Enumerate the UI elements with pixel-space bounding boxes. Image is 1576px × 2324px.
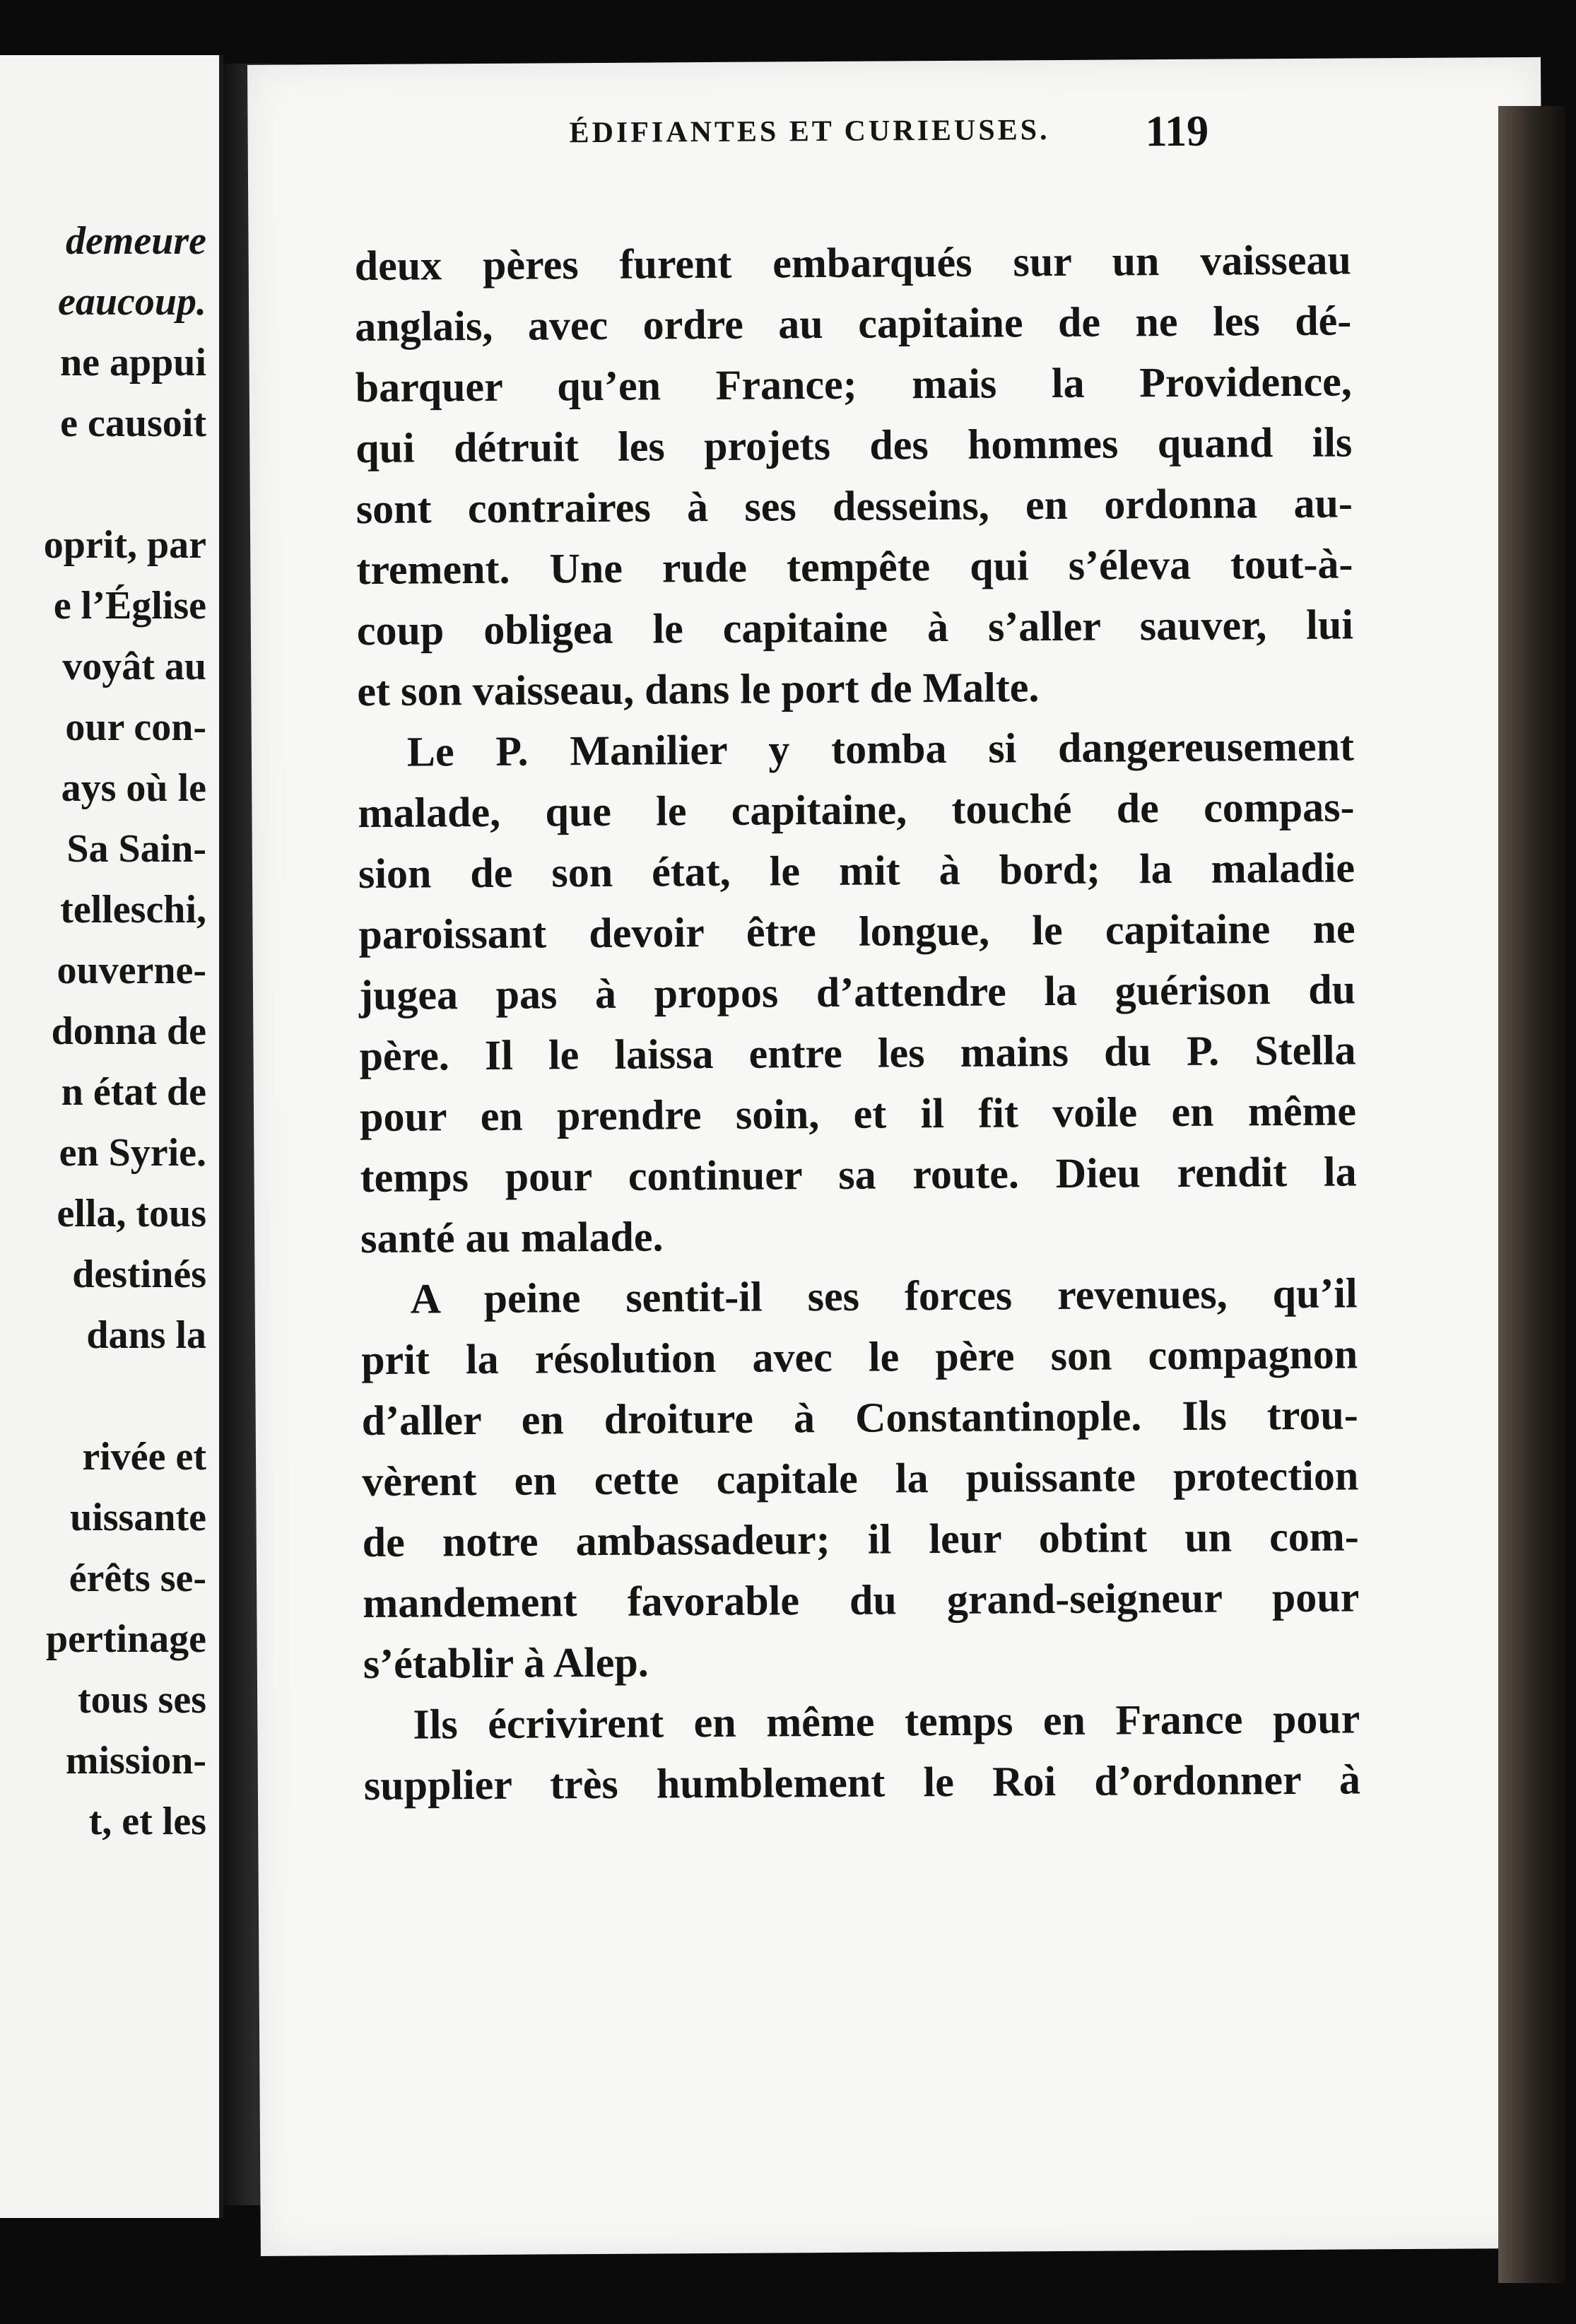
- text-line: deux pères furent embarqués sur un vaisseau: [354, 236, 1351, 290]
- right-page: [247, 57, 1554, 2256]
- running-head: ÉDIFIANTES ET CURIEUSES.: [569, 114, 1050, 150]
- text-line: sont contraires à ses desseins, en ordonna au-: [355, 479, 1353, 533]
- text-line: temps pour continuer sa route. Dieu rendit la: [360, 1148, 1357, 1202]
- left-page-line: eaucoup.: [58, 280, 206, 324]
- left-page-line: t, et les: [88, 1800, 206, 1843]
- left-page-line: e l’Église: [53, 584, 206, 628]
- left-page-line: dans la: [86, 1313, 206, 1357]
- text-line: A peine sentit-il ses forces revenues, qu’il: [410, 1269, 1358, 1322]
- left-page-line: en Syrie.: [59, 1131, 206, 1175]
- text-line: anglais, avec ordre au capitaine de ne les dé-: [355, 297, 1352, 351]
- text-line: et son vaisseau, dans le port de Malte.: [357, 664, 1040, 715]
- left-page-line: tous ses: [77, 1678, 206, 1722]
- left-page-line: voyât au: [62, 645, 206, 688]
- left-page-line: ays où le: [61, 766, 206, 810]
- left-page-line: rivée et: [82, 1435, 206, 1479]
- text-line: d’aller en droiture à Constantinople. Ils trou-: [361, 1391, 1358, 1445]
- left-page-line: e causoit: [60, 401, 206, 445]
- text-line: sion de son état, le mit à bord; la maladie: [358, 844, 1356, 898]
- body-text: [354, 236, 1361, 1809]
- text-line: s’établir à Alep.: [363, 1638, 649, 1688]
- left-page-line: ouverne-: [57, 949, 206, 992]
- text-line: prit la résolution avec le père son compagnon: [360, 1330, 1358, 1384]
- left-page-line: destinés: [72, 1252, 206, 1296]
- text-line: jugea pas à propos d’attendre la guérison du: [358, 966, 1356, 1019]
- text-line: de notre ambassadeur; il leur obtint un com-: [362, 1513, 1359, 1566]
- text-line: qui détruit les projets des hommes quand ils: [355, 418, 1353, 472]
- text-line: Le P. Manilier y tomba si dangereusement: [406, 722, 1355, 775]
- left-page-line: telleschi,: [60, 888, 206, 932]
- text-line: paroissant devoir être longue, le capitaine ne: [358, 905, 1356, 958]
- left-page-line: érêts se-: [69, 1556, 206, 1600]
- text-line: Ils écrivirent en même temps en France pour: [413, 1695, 1360, 1748]
- left-page-line: mission-: [65, 1739, 206, 1783]
- left-page-line: uissante: [70, 1496, 206, 1539]
- page-header: [325, 107, 1244, 156]
- page-edge-shadow: [1498, 106, 1565, 2283]
- left-page-line: donna de: [51, 1009, 206, 1053]
- left-page-line: demeure: [65, 219, 206, 263]
- text-line: supplier très humblement le Roi d’ordonner à: [363, 1756, 1361, 1809]
- left-page-line: ne appui: [60, 341, 206, 385]
- text-line: coup obligea le capitaine à s’aller sauver, lui: [356, 601, 1354, 655]
- left-page-line: n état de: [61, 1070, 206, 1114]
- left-page-line: ella, tous: [57, 1192, 206, 1236]
- left-page-line: oprit, par: [43, 523, 206, 567]
- text-line: père. Il le laissa entre les mains du P. Stella: [359, 1026, 1356, 1080]
- text-line: trement. Une rude tempête qui s’éleva tout-à-: [356, 540, 1353, 594]
- left-page-line: Sa Sain-: [66, 827, 206, 871]
- text-line: santé au malade.: [360, 1213, 664, 1262]
- page-number: 119: [1145, 107, 1209, 156]
- text-line: mandement favorable du grand-seigneur pour: [363, 1573, 1360, 1627]
- left-facing-page: [0, 55, 223, 2218]
- left-page-line: pertinage: [45, 1617, 206, 1661]
- left-page-line: our con-: [65, 705, 206, 749]
- text-line: malade, que le capitaine, touché de compas-: [358, 783, 1355, 837]
- text-line: vèrent en cette capitale la puissante protection: [362, 1452, 1359, 1506]
- text-line: barquer qu’en France; mais la Providence,: [355, 358, 1352, 411]
- text-line: pour en prendre soin, et il fit voile en même: [359, 1087, 1357, 1141]
